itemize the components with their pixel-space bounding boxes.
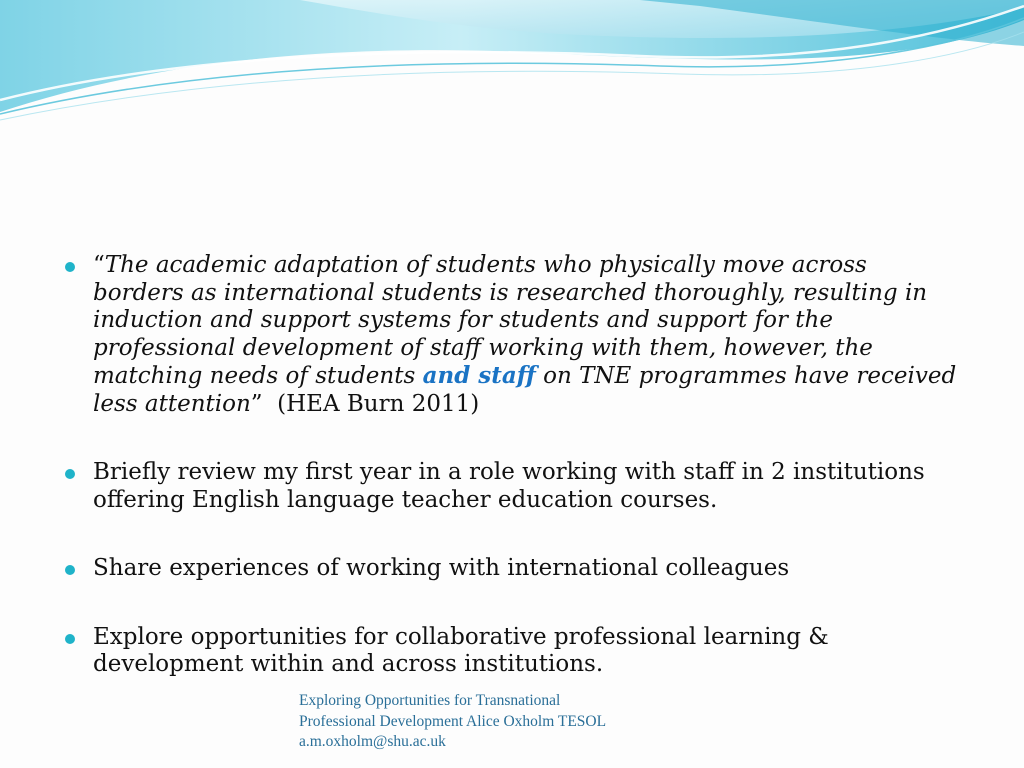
quote-emphasis: and staff <box>422 362 536 389</box>
footer-email: a.m.oxholm@shu.ac.uk <box>299 733 446 750</box>
quote-citation: (HEA Burn 2011) <box>262 390 480 417</box>
bullet-item-explore <box>60 624 960 679</box>
header-wave-decoration <box>0 0 1024 130</box>
bullet-text: Explore opportunities for collaborative professional learning & development within and across institutions. <box>93 623 829 677</box>
bullet-item-share <box>60 555 960 583</box>
bullet-text: Briefly review my first year in a role working with staff in 2 institutions offering English language teacher education courses. <box>93 459 925 513</box>
quote-text-part1: The academic adaptation of students who physically move across borders as international students is researched thoroughly, resulting in induction and support systems for students and support for the professional development of staff working with them, however, the matching needs of students <box>93 252 928 389</box>
quote-text-part2: on TNE programmes have received less attention <box>93 363 957 417</box>
footer-line-2: Professional Development Alice Oxholm TESOL <box>299 712 607 730</box>
bullet-item-review <box>60 459 960 514</box>
bullet-icon <box>65 262 75 272</box>
open-quote-mark: “ <box>93 252 105 278</box>
bullet-icon <box>65 634 75 644</box>
close-quote-mark: ” <box>250 390 263 417</box>
slide-footer <box>299 691 719 753</box>
bullet-icon <box>65 565 75 575</box>
bullet-list <box>60 252 960 679</box>
bullet-text: Share experiences of working with international colleagues <box>93 555 790 581</box>
footer-line-1: Exploring Opportunities for Transnational <box>299 692 561 709</box>
bullet-item-quote <box>60 252 960 418</box>
bullet-icon <box>65 469 75 479</box>
